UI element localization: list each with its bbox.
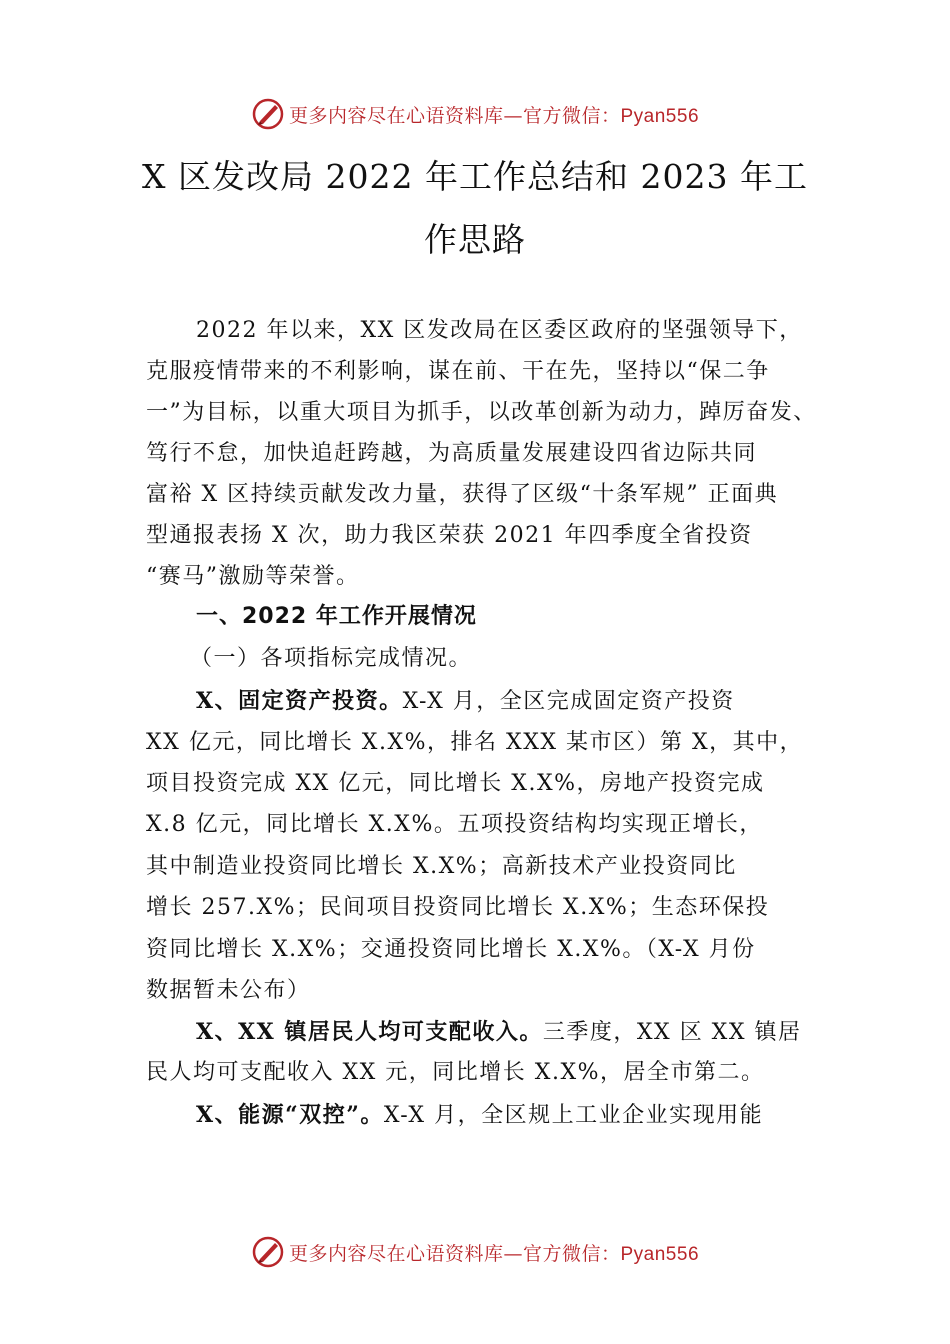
item-income-line: X、XX 镇居民人均可支配收入。三季度，XX 区 XX 镇居	[196, 1019, 802, 1045]
watermark-banner-top	[0, 94, 950, 134]
intro-line: 笃行不怠，加快追赶跨越，为高质量发展建设四省边际共同	[146, 441, 758, 466]
item-fixed-asset-line: X、固定资产投资。X-X 月，全区完成固定资产投资	[196, 688, 735, 714]
item-income-line: 民人均可支配收入 XX 元，同比增长 X.X%，居全市第二。	[146, 1060, 765, 1085]
item-lead: X、能源“双控”。	[196, 1102, 384, 1128]
item-fixed-asset-line: 其中制造业投资同比增长 X.X%；高新技术产业投资同比	[146, 854, 737, 879]
document-title-line-1: X 区发改局 2022 年工作总结和 2023 年工	[142, 157, 808, 196]
watermark-handle: Pyan556	[620, 105, 700, 127]
item-fixed-asset-line: X.8 亿元，同比增长 X.X%。五项投资结构均实现正增长，	[146, 812, 763, 837]
pen-seal-icon	[251, 1235, 285, 1269]
watermark-text: 更多内容尽在心语资料库—官方微信：Pyan556	[288, 1242, 700, 1265]
subsection-heading: （一）各项指标完成情况。	[190, 646, 473, 671]
item-fixed-asset-line: 增长 257.X%；民间项目投资同比增长 X.X%；生态环保投	[146, 895, 770, 920]
item-lead: X、XX 镇居民人均可支配收入。	[196, 1019, 543, 1045]
item-lead: X、固定资产投资。	[196, 688, 403, 714]
item-energy-line: X、能源“双控”。X-X 月，全区规上工业企业实现用能	[196, 1102, 764, 1128]
item-fixed-asset-line: 项目投资完成 XX 亿元，同比增长 X.X%，房地产投资完成	[146, 771, 765, 796]
item-fixed-asset-line: XX 亿元，同比增长 X.X%，排名 XXX 某市区）第 X，其中，	[146, 730, 804, 755]
intro-line: 2022 年以来，XX 区发改局在区委区政府的坚强领导下，	[196, 318, 803, 343]
watermark-text: 更多内容尽在心语资料库—官方微信：Pyan556	[288, 104, 700, 127]
watermark-handle: Pyan556	[620, 1243, 700, 1265]
intro-line: 克服疫情带来的不利影响，谋在前、干在先，坚持以“保二争	[146, 359, 770, 384]
pen-seal-icon	[251, 97, 285, 131]
intro-line: 型通报表扬 X 次，助力我区荣获 2021 年四季度全省投资	[146, 523, 753, 548]
item-fixed-asset-line: 数据暂未公布）	[146, 978, 311, 1003]
document-title-line-2: 作思路	[424, 220, 526, 259]
watermark-banner-bottom	[0, 1232, 950, 1272]
intro-line: 一”为目标，以重大项目为抓手，以改革创新为动力，踔厉奋发、	[146, 400, 817, 425]
section-heading: 一、2022 年工作开展情况	[196, 604, 477, 629]
item-fixed-asset-line: 资同比增长 X.X%；交通投资同比增长 X.X%。（X-X 月份	[146, 937, 756, 962]
intro-line: 富裕 X 区持续贡献发改力量，获得了区级“十条军规” 正面典	[146, 482, 779, 507]
intro-line: “赛马”激励等荣誉。	[146, 564, 360, 589]
